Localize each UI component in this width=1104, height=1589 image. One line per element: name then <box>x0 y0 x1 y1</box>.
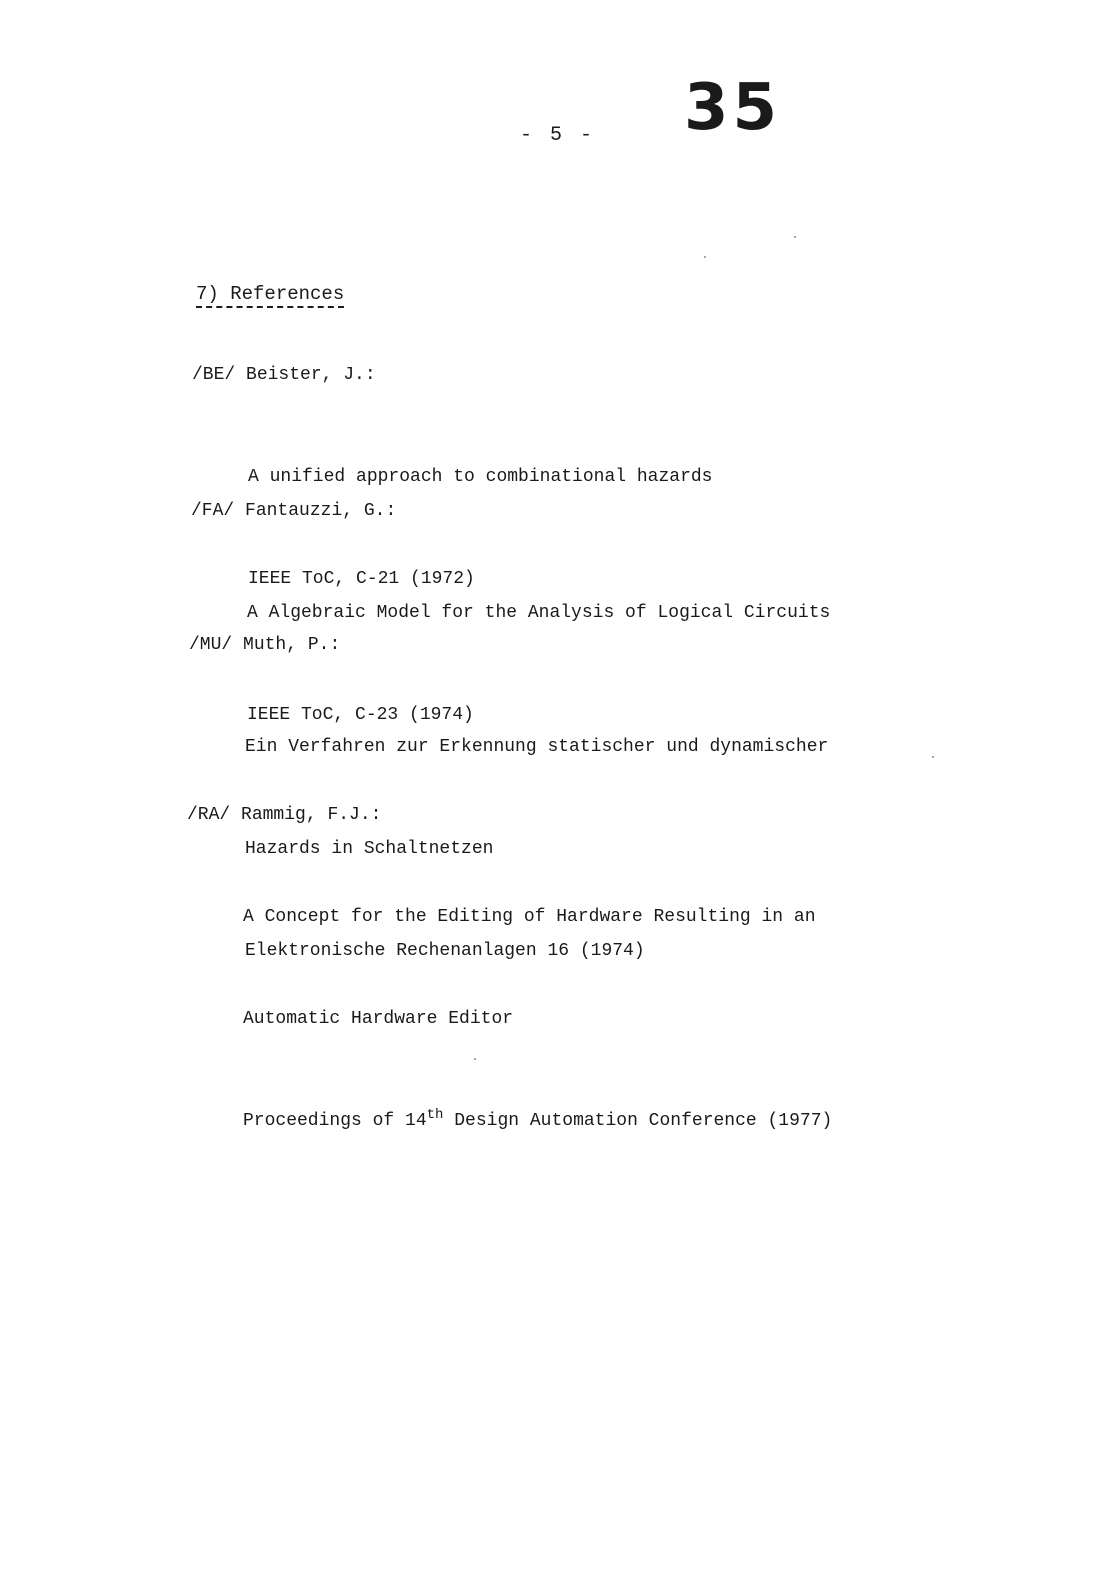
reference-title: A unified approach to combinational hazards <box>248 467 713 487</box>
reference-title-continued: Automatic Hardware Editor <box>243 1009 514 1029</box>
reference-author: Rammig, F.J.: <box>241 805 382 825</box>
reference-source <box>243 1104 832 1138</box>
reference-header <box>189 628 828 662</box>
reference-entry-ra <box>187 798 832 1206</box>
reference-author: Fantauzzi, G.: <box>245 501 397 521</box>
reference-author: Beister, J.: <box>246 365 376 385</box>
scan-speck <box>704 256 706 258</box>
references-heading: 7) References <box>196 283 344 308</box>
reference-title: Ein Verfahren zur Erkennung statischer und dynamischer <box>245 737 829 757</box>
reference-source: IEEE ToC, C-23 (1974) <box>247 705 474 725</box>
reference-key: /MU/ <box>189 635 233 655</box>
scan-speck <box>932 756 934 758</box>
reference-title: A Algebraic Model for the Analysis of Logical Circuits <box>247 603 831 623</box>
reference-source: Elektronische Rechenanlagen 16 (1974) <box>245 941 645 961</box>
reference-key: /BE/ <box>192 365 236 385</box>
reference-key: /FA/ <box>191 501 235 521</box>
reference-header <box>187 798 832 832</box>
reference-source: IEEE ToC, C-21 (1972) <box>248 569 475 589</box>
reference-header <box>192 358 712 392</box>
reference-header <box>191 494 830 528</box>
reference-title-continued: Hazards in Schaltnetzen <box>245 839 494 859</box>
reference-key: /RA/ <box>187 805 231 825</box>
page-number-label: - 5 - <box>520 124 596 147</box>
reference-title: A Concept for the Editing of Hardware Resulting in an <box>243 907 816 927</box>
page-stamp-number: 35 <box>684 71 782 145</box>
reference-body <box>187 832 832 1206</box>
reference-source-end: Design Automation Conference (1977) <box>443 1111 833 1131</box>
reference-source-start: Proceedings of 14 <box>243 1111 427 1131</box>
scan-speck <box>794 236 796 238</box>
ordinal-suffix: th <box>426 1107 444 1123</box>
scan-speck <box>474 1058 476 1060</box>
reference-author: Muth, P.: <box>243 635 341 655</box>
